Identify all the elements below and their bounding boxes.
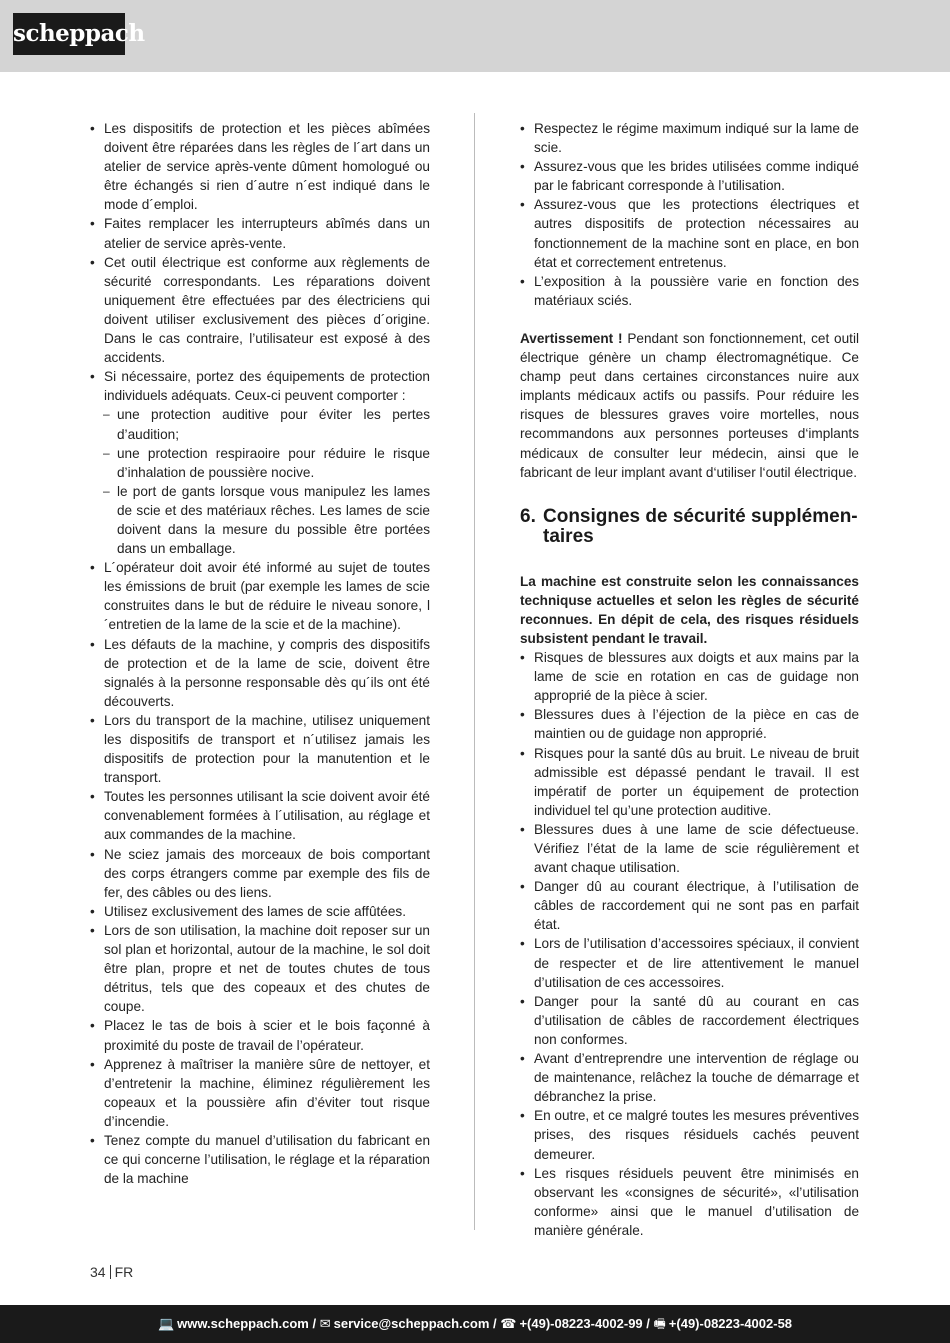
section-heading [520,507,859,547]
list-item: • Toutes les personnes utilisant la scie doivent avoir été convenablement formées à l´utilisation, au réglage et aux commandes de la machine. [90,787,430,844]
sub-list-item: – le port de gants lorsque vous manipulez les lames de scie et des matériaux rêches. Les lames de scie doivent dans la mesure du possible être portées dans un emballage. [90,482,430,558]
footer-fax: +(49)-08223-4002-58 [668,1316,793,1331]
list-item: • Blessures dues à l’éjection de la pièce en cas de maintien ou de guidage non approprié. [520,705,859,743]
page-footer [0,1305,950,1343]
section-lead: La machine est construite selon les connaissances techniquse actuelles et selon les règles de sécurité reconnues. En dépit de cela, des risques résiduels subsistent pendant le travail. [520,573,859,646]
footer-web: www.scheppach.com / [177,1316,317,1331]
list-item: • Respectez le régime maximum indiqué sur la lame de scie. [520,119,859,157]
list-item: • Faites remplacer les interrupteurs abîmés dans un atelier de service après-vente. [90,214,430,252]
right-column [520,119,859,1240]
sub-list-item: – une protection auditive pour éviter les pertes d’audition; [90,405,430,443]
page-language: FR [114,1264,134,1280]
mail-icon: ✉ [319,1316,331,1331]
list-item: • Risques de blessures aux doigts et aux mains par la lame de scie en rotation en cas de guidage non approprié de la pièce à scier. [520,648,859,705]
list-item: • Assurez-vous que les brides utilisées comme indiqué par le fabricant corresponde à l’utilisation. [520,157,859,195]
page-number-value: 34 [90,1264,106,1280]
list-item: • Ne sciez jamais des morceaux de bois comportant des corps étrangers comme par exemple des fils de fer, des câbles ou des liens. [90,845,430,902]
fax-icon: 🖷 [653,1316,666,1331]
list-item: • Blessures dues à une lame de scie défectueuse. Vérifiez l’état de la lame de scie régulièrement et avant chaque utilisation. [520,820,859,877]
list-item: • L’exposition à la poussière varie en fonction des matériaux sciés. [520,272,859,310]
list-item: • Tenez compte du manuel d’utilisation du fabricant en ce qui concerne l’utilisation, le réglage et la réparation de la machine [90,1131,430,1188]
list-item: • Lors de l’utilisation d’accessoires spéciaux, il convient de respecter et de lire attentivement le manuel d’utilisation de ces accessoires. [520,934,859,991]
list-item: • Risques pour la santé dûs au bruit. Le niveau de bruit admissible est dépassé pendant le travail. Il est impératif de porter un équipement de protection individuel tel qu’une protection auditive. [520,744,859,820]
left-bullet-list [90,119,430,1188]
list-item: • Danger dû au courant électrique, à l’utilisation de câbles de raccordement qui ne sont pas en parfait état. [520,877,859,934]
list-item: • Cet outil électrique est conforme aux règlements de sécurité correspondants. Les réparations doivent uniquement être effectuées par des électriciens qui doivent utiliser exclusivement des pièces d´origine. Dans le cas contraire, l’utilisateur est exposé à des accidents. [90,253,430,368]
right-bullet-list [520,119,859,310]
list-item: • L´opérateur doit avoir été informé au sujet de toutes les émissions de bruit (par exemple les lames de scie construites dans le but de réduire le niveau sonore, l´entretien de la lame de la scie et de la machine). [90,558,430,634]
sub-list-item: – une protection respiraoire pour réduire le risque d’inhalation de poussière nocive. [90,444,430,482]
section-title: Consignes de sécurité supplémen- taires [543,505,858,547]
list-item: • En outre, et ce malgré toutes les mesures préventives prises, des risques résiduels cachés peuvent demeurer. [520,1106,859,1163]
footer-mail: service@scheppach.com / [333,1316,497,1331]
column-divider [474,113,475,1230]
scheppach-logo: scheppach [13,13,125,55]
list-item: • Les risques résiduels peuvent être minimisés en observant les «consignes de sécurité», «l’utilisation conforme» ainsi que le manuel d’utilisation de manière générale. [520,1164,859,1240]
warning-paragraph [520,329,859,482]
list-item: • Utilisez exclusivement des lames de scie affûtées. [90,902,430,921]
warning-label: Avertissement ! [520,330,623,346]
left-column [90,119,430,1188]
computer-icon: 💻 [157,1316,175,1331]
list-item: • Les dispositifs de protection et les pièces abîmées doivent être réparées dans les règles de l´art dans un atelier de service après-vente dûment homologué ou être échangés si rien d´autre n´est indiqué dans le mode d´emploi. [90,119,430,214]
page-number [90,1264,133,1280]
footer-phone: +(49)-08223-4002-99 / [519,1316,650,1331]
residual-risks-list [520,648,859,1240]
warning-text: Pendant son fonctionnement, cet outil électrique génère un champ électromagnétique. Ce champ peut dans certaines circonstances nuire aux implants médicaux actifs ou passifs. Pour réduire les risques de blessures graves voire mortelles, nous recommandons aux personnes porteuses d‘implants médicaux de consulter leur médecin, ainsi que le fabricant de leur implant avant d‘utiliser l‘outil électrique. [520,330,859,480]
list-item: • Les défauts de la machine, y compris des dispositifs de protection et de la lame de scie, doivent être signalés à la personne responsable dès qu´ils ont été découverts. [90,635,430,711]
list-item: • Placez le tas de bois à scier et le bois façonné à proximité du poste de travail de l’opérateur. [90,1016,430,1054]
list-item: • Assurez-vous que les protections électriques et autres dispositifs de protection nécessaires au fonctionnement de la machine sont en place, en bon état et correctement entretenus. [520,195,859,271]
list-item: • Avant d’entreprendre une intervention de réglage ou de maintenance, relâchez la touche de démarrage et débranchez la prise. [520,1049,859,1106]
list-item: • Apprenez à maîtriser la manière sûre de nettoyer, et d’entretenir la machine, éliminez régulièrement les copeaux et la poussière afin d’éviter tout risque d’incendie. [90,1055,430,1131]
section-number: 6. [520,505,536,527]
list-item: • Si nécessaire, portez des équipements de protection individuels adéquats. Ceux-ci peuvent comporter : [90,367,430,405]
list-item: • Lors de son utilisation, la machine doit reposer sur un sol plan et horizontal, autour de la machine, le sol doit être plan, propre et net de toutes chutes de tous détritus, tels que des copeaux et des chutes de coupe. [90,921,430,1016]
phone-icon: ☎ [500,1316,517,1331]
list-item: • Lors du transport de la machine, utilisez uniquement les dispositifs de transport et n´utilisez jamais les dispositifs de protection pour la manutention et le transport. [90,711,430,787]
page-header [0,0,950,72]
list-item: • Danger pour la santé dû au courant en cas d’utilisation de câbles de raccordement électriques non conformes. [520,992,859,1049]
